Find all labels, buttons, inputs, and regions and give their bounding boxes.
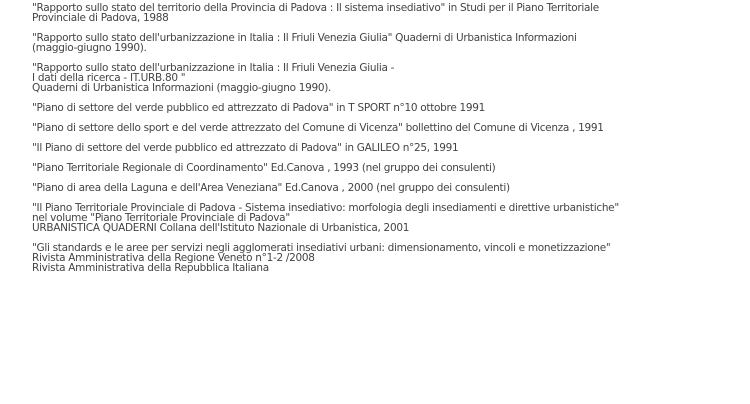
entry-line: "Il Piano Territoriale Provinciale di Padova - Sistema insediativo: morfologia degli insediamenti e direttive urbanistiche" bbox=[32, 202, 619, 214]
entry-line: "Rapporto sullo stato del territorio della Provincia di Padova : Il sistema insediativo" in Studi per il Piano Territoriale bbox=[32, 2, 599, 14]
entry-line: Provinciale di Padova, 1988 bbox=[32, 12, 169, 24]
entry-line: "Il Piano di settore del verde pubblico ed attrezzato di Padova" in GALILEO n°25, 1991 bbox=[32, 142, 459, 154]
entry-line: "Piano di area della Laguna e dell'Area Veneziana" Ed.Canova , 2000 (nel gruppo dei consulenti) bbox=[32, 182, 510, 194]
bibliography-entry bbox=[32, 63, 740, 93]
bibliography-entry bbox=[32, 3, 740, 23]
entry-line: URBANISTICA QUADERNI Collana dell'Istituto Nazionale di Urbanistica, 2001 bbox=[32, 222, 410, 234]
entry-line: "Rapporto sullo stato dell'urbanizzazione in Italia : Il Friuli Venezia Giulia - bbox=[32, 62, 395, 74]
entry-line: "Piano di settore dello sport e del verde attrezzato del Comune di Vicenza" bollettino del Comune di Vicenza , 1991 bbox=[32, 122, 604, 134]
bibliography-entry bbox=[32, 143, 740, 153]
bibliography-entry bbox=[32, 183, 740, 193]
bibliography-entry bbox=[32, 123, 740, 133]
entry-line: (maggio-giugno 1990). bbox=[32, 42, 147, 54]
bibliography-entry bbox=[32, 243, 740, 273]
entry-line: I dati della ricerca - IT.URB.80 " bbox=[32, 72, 186, 84]
entry-line: Rivista Amministrativa della Repubblica Italiana bbox=[32, 262, 269, 274]
bibliography-entry bbox=[32, 203, 740, 233]
entry-line: "Gli standards e le aree per servizi negli agglomerati insediativi urbani: dimensionamento, vincoli e monetizzazione" bbox=[32, 242, 611, 254]
entry-line: "Piano di settore del verde pubblico ed attrezzato di Padova" in T SPORT n°10 ottobre 1991 bbox=[32, 102, 486, 114]
entry-line: Rivista Amministrativa della Regione Veneto n°1-2 /2008 bbox=[32, 252, 315, 264]
bibliography-entry bbox=[32, 163, 740, 173]
entry-line: nel volume "Piano Territoriale Provinciale di Padova" bbox=[32, 212, 290, 224]
entry-line: "Rapporto sullo stato dell'urbanizzazione in Italia : Il Friuli Venezia Giulia" Quaderni di Urbanistica Informazioni bbox=[32, 32, 577, 44]
entry-line: "Piano Territoriale Regionale di Coordinamento" Ed.Canova , 1993 (nel gruppo dei consulenti) bbox=[32, 162, 496, 174]
bibliography-entry bbox=[32, 33, 740, 53]
entry-line: Quaderni di Urbanistica Informazioni (maggio-giugno 1990). bbox=[32, 82, 332, 94]
bibliography-entry bbox=[32, 103, 740, 113]
